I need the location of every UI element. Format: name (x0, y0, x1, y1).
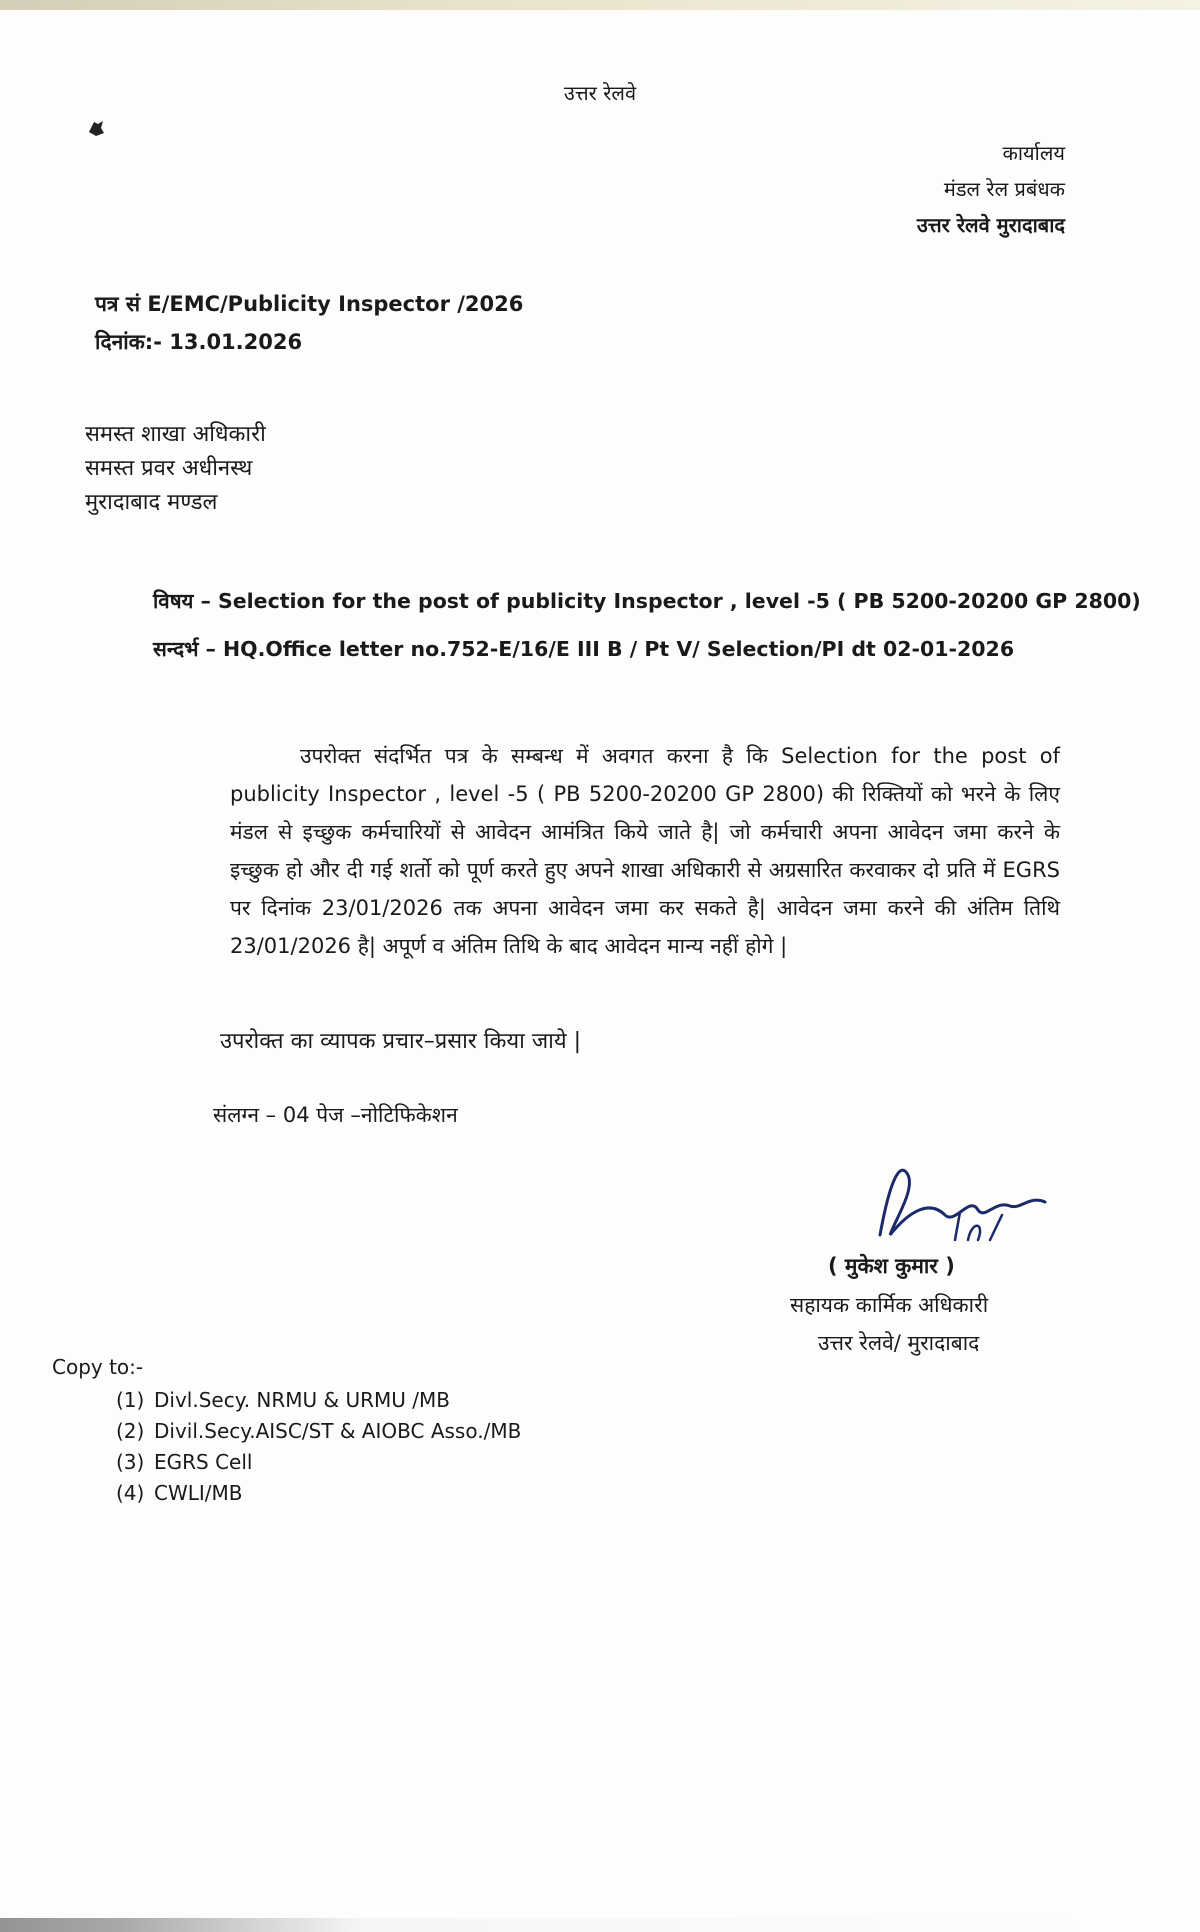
copy-to-item: (1) Divl.Secy. NRMU & URMU /MB (116, 1388, 450, 1412)
scan-top-edge (0, 0, 1200, 10)
copy-to-list (116, 1385, 521, 1509)
addressee-line: मुरादाबाद मण्डल (85, 490, 218, 515)
letter-date: दिनांक:- 13.01.2026 (95, 330, 303, 354)
copy-to-item: (4) CWLI/MB (116, 1481, 243, 1505)
enclosure-line: संलग्न – 04 पेज –नोटिफिकेशन (213, 1103, 458, 1127)
copy-to-item: (2) Divil.Secy.AISC/ST & AIOBC Asso./MB (116, 1419, 522, 1443)
office-line: मंडल रेल प्रबंधक (943, 177, 1065, 201)
org-heading: उत्तर रेलवे (563, 81, 637, 105)
addressee-line: समस्त प्रवर अधीनस्थ (85, 456, 253, 481)
signatory-designation: सहायक कार्मिक अधिकारी (790, 1293, 989, 1317)
signatory-office: उत्तर रेलवे/ मुरादाबाद (818, 1331, 980, 1355)
office-line: कार्यालय (1002, 141, 1065, 165)
publicity-line: उपरोक्त का व्यापक प्रचार–प्रसार किया जाये | (220, 1029, 582, 1054)
addressee-line: समस्त शाखा अधिकारी (85, 422, 266, 447)
scan-bottom-edge (0, 1918, 1200, 1932)
signatory-name: ( मुकेश कुमार ) (828, 1254, 955, 1278)
copy-to-item: (3) EGRS Cell (116, 1450, 253, 1474)
office-block (917, 135, 1065, 243)
reference-line: सन्दर्भ – HQ.Office letter no.752-E/16/E III B / Pt V/ Selection/PI dt 02-01-2026 (153, 637, 1015, 661)
scan-mark-icon (86, 118, 106, 140)
signature-icon (860, 1140, 1060, 1260)
office-line: उत्तर रेलवे मुरादाबाद (916, 213, 1065, 237)
body-paragraph: उपरोक्त संदर्भित पत्र के सम्बन्ध में अवगत करना है कि Selection for the post of publicity Inspector , level -5 ( PB 5200-20200 GP 2800) की रिक्तियों को भरने के लिए मंडल से इच्छुक कर्मचारियों से आवेदन आमंत्रित किये जाते है| जो कर्मचारी अपना आवेदन जमा करने के इच्छुक हो और दी गई शर्तो को पूर्ण करते हुए अपने शाखा अधिकारी से अग्रसारित करवाकर दो प्रति में EGRS पर दिनांक 23/01/2026 तक अपना आवेदन जमा कर सकते है| आवेदन जमा करने की अंतिम तिथि 23/01/2026 है| अपूर्ण व अंतिम तिथि के बाद आवेदन मान्य नहीं होगे | (230, 744, 1060, 958)
subject-line: विषय – Selection for the post of publicity Inspector , level -5 ( PB 5200-20200 GP 2800) (153, 589, 1141, 613)
letter-number: पत्र सं E/EMC/Publicity Inspector /2026 (95, 292, 524, 316)
addressee-block (85, 418, 266, 520)
copy-to-label: Copy to:- (52, 1355, 144, 1379)
letter-reference-block (95, 285, 523, 361)
